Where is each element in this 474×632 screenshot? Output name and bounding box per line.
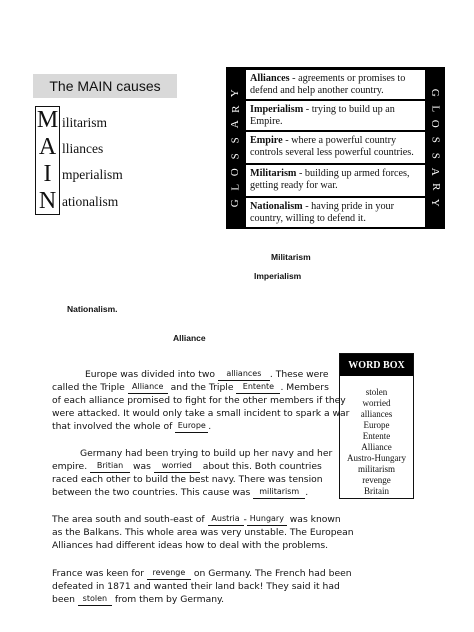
acrostic-letter-n: N bbox=[38, 187, 57, 214]
heading-imperialism: Imperialism bbox=[254, 271, 302, 281]
fill-in-blank[interactable]: stolen bbox=[78, 594, 112, 606]
fill-in-blank[interactable]: worried bbox=[154, 461, 200, 473]
paragraph-4-line-3: been stolen from them by Germany. bbox=[52, 594, 225, 605]
paragraph-2-line-1: Germany had been trying to build up her navy and her bbox=[80, 448, 333, 459]
glossary-entry-empire: Empire - where a powerful country controls several less powerful countries. bbox=[246, 132, 425, 163]
word-box bbox=[339, 353, 414, 499]
fill-in-blank[interactable]: Hungary bbox=[247, 514, 287, 526]
word-box-item: worried bbox=[362, 398, 391, 408]
paragraph-1-line-5: that involved the whole of Europe . bbox=[52, 421, 212, 432]
page-title: The MAIN causes bbox=[33, 74, 177, 98]
paragraph-3-line-3: Alliances had different ideas how to deal with the problems. bbox=[52, 540, 329, 551]
word-box-list bbox=[340, 376, 413, 497]
paragraph-3-line-2: as the Balkans. This whole area was very unstable. The European bbox=[52, 527, 354, 538]
word-box-item: militarism bbox=[358, 464, 395, 474]
paragraph-4-line-1: France was keen for revenge on Germany. The French had been bbox=[52, 568, 352, 579]
paragraph-1-line-1: Europe was divided into two alliances . These were bbox=[85, 369, 329, 380]
glossary-entry-nationalism: Nationalism - having pride in your country, willing to defend it. bbox=[246, 198, 425, 227]
acrostic-word-militarism: ilitarism bbox=[62, 115, 107, 130]
acrostic-letter-a: A bbox=[38, 134, 57, 161]
word-box-item: Britain bbox=[364, 486, 389, 496]
paragraph-2-line-2: empire. Britian was worried about this. Both countries bbox=[52, 461, 322, 472]
word-box-item: Entente bbox=[362, 431, 391, 441]
fill-in-blank[interactable]: militarism bbox=[253, 487, 305, 499]
word-box-item: alliances bbox=[360, 409, 393, 419]
paragraph-3-line-1: The area south and south-east of Austria - Hungary was known bbox=[52, 514, 341, 525]
fill-in-blank[interactable]: revenge bbox=[147, 568, 191, 580]
word-box-title: WORD BOX bbox=[340, 354, 413, 376]
acrostic-letter-m: M bbox=[36, 107, 59, 134]
paragraph-2-line-3: raced each other to build the best navy. There was tension bbox=[52, 474, 323, 485]
paragraph-1-line-2: called the Triple Alliance and the Triple Entente . Members bbox=[52, 382, 329, 393]
word-box-item: Europe bbox=[363, 420, 390, 430]
acrostic-word-alliances: lliances bbox=[62, 141, 104, 156]
fill-in-blank[interactable]: Entente bbox=[236, 382, 280, 394]
heading-alliance: Alliance bbox=[173, 333, 206, 343]
glossary-entry-imperialism: Imperialism - trying to build up an Empire. bbox=[246, 101, 425, 130]
acrostic-letter-i: I bbox=[43, 160, 52, 187]
glossary-entry-alliances: Alliances - agreements or promises to defend and help another country. bbox=[246, 70, 425, 99]
glossary-side-label-left: Y R A S S O L G bbox=[229, 88, 242, 208]
fill-in-blank[interactable]: Britian bbox=[90, 461, 130, 473]
heading-militarism: Militarism bbox=[271, 252, 311, 262]
main-acrostic-letters bbox=[35, 106, 60, 215]
acrostic-word-nationalism: ationalism bbox=[62, 194, 119, 209]
fill-in-blank[interactable]: alliances bbox=[218, 369, 270, 381]
glossary-panel bbox=[226, 67, 445, 229]
acrostic-word-imperialism: mperialism bbox=[62, 167, 123, 182]
fill-in-blank[interactable]: Austria bbox=[208, 514, 244, 526]
glossary-side-label-right: G L O S S A R Y bbox=[429, 88, 442, 208]
word-box-item: Austro-Hungary bbox=[347, 453, 406, 463]
paragraph-4-line-2: defeated in 1871 and wanted their land back! They said it had bbox=[52, 581, 340, 592]
paragraph-1-line-3: of each alliance promised to fight for the other members if they bbox=[52, 395, 346, 406]
word-box-item: Alliance bbox=[361, 442, 392, 452]
word-box-item: stolen bbox=[365, 387, 388, 397]
glossary-entry-militarism: Militarism - building up armed forces, getting ready for war. bbox=[246, 165, 425, 196]
fill-in-blank[interactable]: Europe bbox=[175, 421, 208, 433]
paragraph-1-line-4: were attacked. It would only take a small incident to spark a war bbox=[52, 408, 350, 419]
paragraph-2-line-4: between the two countries. This cause was militarism . bbox=[52, 487, 309, 498]
fill-in-blank[interactable]: Alliance bbox=[128, 382, 168, 394]
word-box-item: revenge bbox=[362, 475, 391, 485]
heading-nationalism: Nationalism. bbox=[67, 304, 118, 314]
